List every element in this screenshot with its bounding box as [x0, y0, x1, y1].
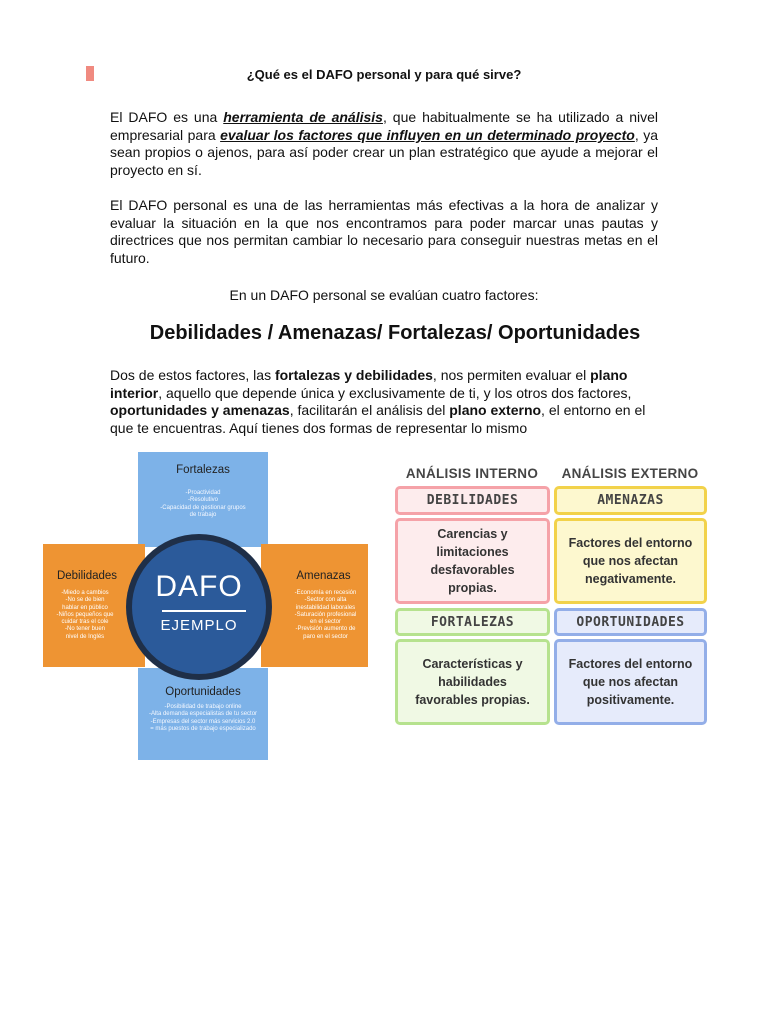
list-line: cuidar tras el cole — [61, 619, 109, 626]
list-line: -Alta demanda especialistas de tu sector — [148, 711, 258, 718]
dafo-example-diagram — [43, 452, 368, 760]
bold-oportunidades: oportunidades y amenazas — [110, 402, 290, 419]
amenazas-block — [261, 544, 368, 667]
emphasis-herramienta: herramienta de análisis — [223, 109, 383, 125]
text-span: , el entorno en el que te encuentras. Aquí tienes dos formas de representar lo mismo — [110, 402, 646, 437]
oportunidades-body-box — [554, 639, 707, 725]
list-line: -No tener buen — [64, 626, 106, 633]
list-line: hablar en público — [62, 604, 108, 611]
amenazas-label: AMENAZAS — [597, 493, 664, 508]
fortalezas-block — [138, 452, 268, 547]
debilidades-body — [430, 525, 514, 597]
fortalezas-list — [138, 490, 268, 519]
amenazas-body — [569, 534, 693, 588]
list-line: -Miedo a cambios — [61, 590, 109, 596]
list-line: en el sector — [309, 619, 342, 626]
list-line: -Empresas del sector más servicios 2.0 — [150, 718, 256, 725]
text-span: , aquello que depende única y exclusivamente de ti, y los otros dos factores, — [158, 384, 632, 401]
text-span: , ya sean propios o ajenos, para así poder crear un plan estratégico que ayude a mejorar el proyecto en sí. — [110, 126, 658, 179]
amenazas-title: Amenazas — [296, 570, 351, 582]
bold-plano-interior: plano interior — [110, 367, 628, 401]
list-line: -Capacidad de gestionar grupos — [160, 504, 246, 511]
list-line: -Saturación profesional — [294, 611, 357, 618]
list-line: positivamente. — [586, 693, 675, 707]
bold-fortalezas: fortalezas y debilidades — [274, 367, 433, 383]
debilidades-list — [43, 590, 127, 641]
amenazas-body-box — [554, 518, 707, 604]
list-line: nivel de Inglés — [65, 633, 105, 640]
center-divider — [162, 610, 246, 612]
debilidades-body-box — [395, 518, 550, 604]
list-line: -Proactividad — [185, 490, 221, 496]
list-line: desfavorables — [430, 563, 515, 577]
paragraph-factors: En un DAFO personal se evalúan cuatro factores: — [229, 287, 539, 303]
center-title: DAFO — [155, 570, 243, 603]
amenazas-list — [283, 590, 368, 641]
fortalezas-label: FORTALEZAS — [430, 614, 515, 630]
bold-plano-externo: plano externo — [449, 402, 542, 419]
list-line: = más puestos de trabajo especializado — [150, 725, 256, 732]
list-line: que nos afectan — [582, 554, 679, 568]
factors-heading: Debilidades / Amenazas/ Fortalezas/ Oportunidades — [149, 322, 641, 344]
internal-analysis-header: ANÁLISIS INTERNO — [405, 466, 539, 481]
amenazas-label-box — [554, 486, 707, 515]
fortalezas-body-box — [395, 639, 550, 725]
emphasis-evaluar: evaluar los factores que influyen en un determinado proyecto — [220, 126, 635, 143]
list-line: que nos afectan — [582, 675, 679, 689]
oportunidades-body — [569, 655, 693, 709]
oportunidades-block — [138, 668, 268, 760]
list-line: paro en el sector — [303, 633, 348, 640]
text-span: El DAFO es una — [110, 109, 224, 125]
text-span: , nos permiten evaluar el — [432, 367, 591, 383]
list-line: Factores del entorno — [568, 657, 693, 671]
fortalezas-label-box — [395, 608, 550, 636]
fortalezas-title: Fortalezas — [176, 464, 230, 476]
fortalezas-body — [415, 655, 530, 709]
list-line: -Previsión aumento de — [295, 626, 356, 633]
list-line: de trabajo — [189, 511, 217, 518]
external-analysis-header: ANÁLISIS EXTERNO — [561, 466, 699, 481]
list-line: negativamente. — [584, 572, 676, 586]
oportunidades-list — [138, 704, 268, 733]
oportunidades-label: OPORTUNIDADES — [576, 614, 685, 630]
list-line: -Economía en recesión — [294, 590, 357, 596]
center-subtitle: EJEMPLO — [160, 617, 238, 634]
list-line: Factores del entorno — [568, 536, 693, 550]
center-circle — [132, 540, 266, 674]
list-line: Características y — [422, 657, 523, 671]
debilidades-title: Debilidades — [56, 570, 118, 582]
list-line: -Posibilidad de trabajo online — [164, 704, 242, 710]
list-line: Carencias y — [437, 527, 508, 541]
text-span: , facilitarán el análisis del — [289, 402, 450, 419]
list-line: -No se de bien — [65, 597, 105, 604]
paragraph-planos — [110, 367, 658, 438]
document-title: ¿Qué es el DAFO personal y para qué sirve? — [246, 67, 522, 82]
list-line: -Niños pequeños que — [56, 611, 114, 618]
list-line: -Resolutivo — [187, 497, 218, 504]
oportunidades-label-box — [554, 608, 707, 636]
list-line: habilidades — [438, 675, 507, 689]
list-line: limitaciones — [436, 545, 509, 559]
oportunidades-title: Oportunidades — [165, 686, 241, 698]
list-line: favorables propias. — [415, 693, 530, 707]
text-span: Dos de estos factores, las — [110, 367, 275, 383]
list-line: -Sector con alta — [304, 597, 347, 604]
paragraph-personal: El DAFO personal es una de las herramientas más efectivas a la hora de analizar y evaluar la situación en la que nos encontramos para poder marcar unas pautas y directrices que nos permitan cambiar lo necesario para conseguir nuestras metas en el futuro. — [110, 197, 658, 267]
paragraph-intro — [110, 109, 658, 180]
debilidades-label-box — [395, 486, 550, 515]
list-line: propias. — [448, 581, 497, 595]
list-line: inestabilidad laborales — [295, 604, 356, 611]
text-span: , que habitualmente se ha utilizado a nivel empresarial para — [110, 109, 658, 143]
debilidades-label: DEBILIDADES — [426, 493, 519, 508]
